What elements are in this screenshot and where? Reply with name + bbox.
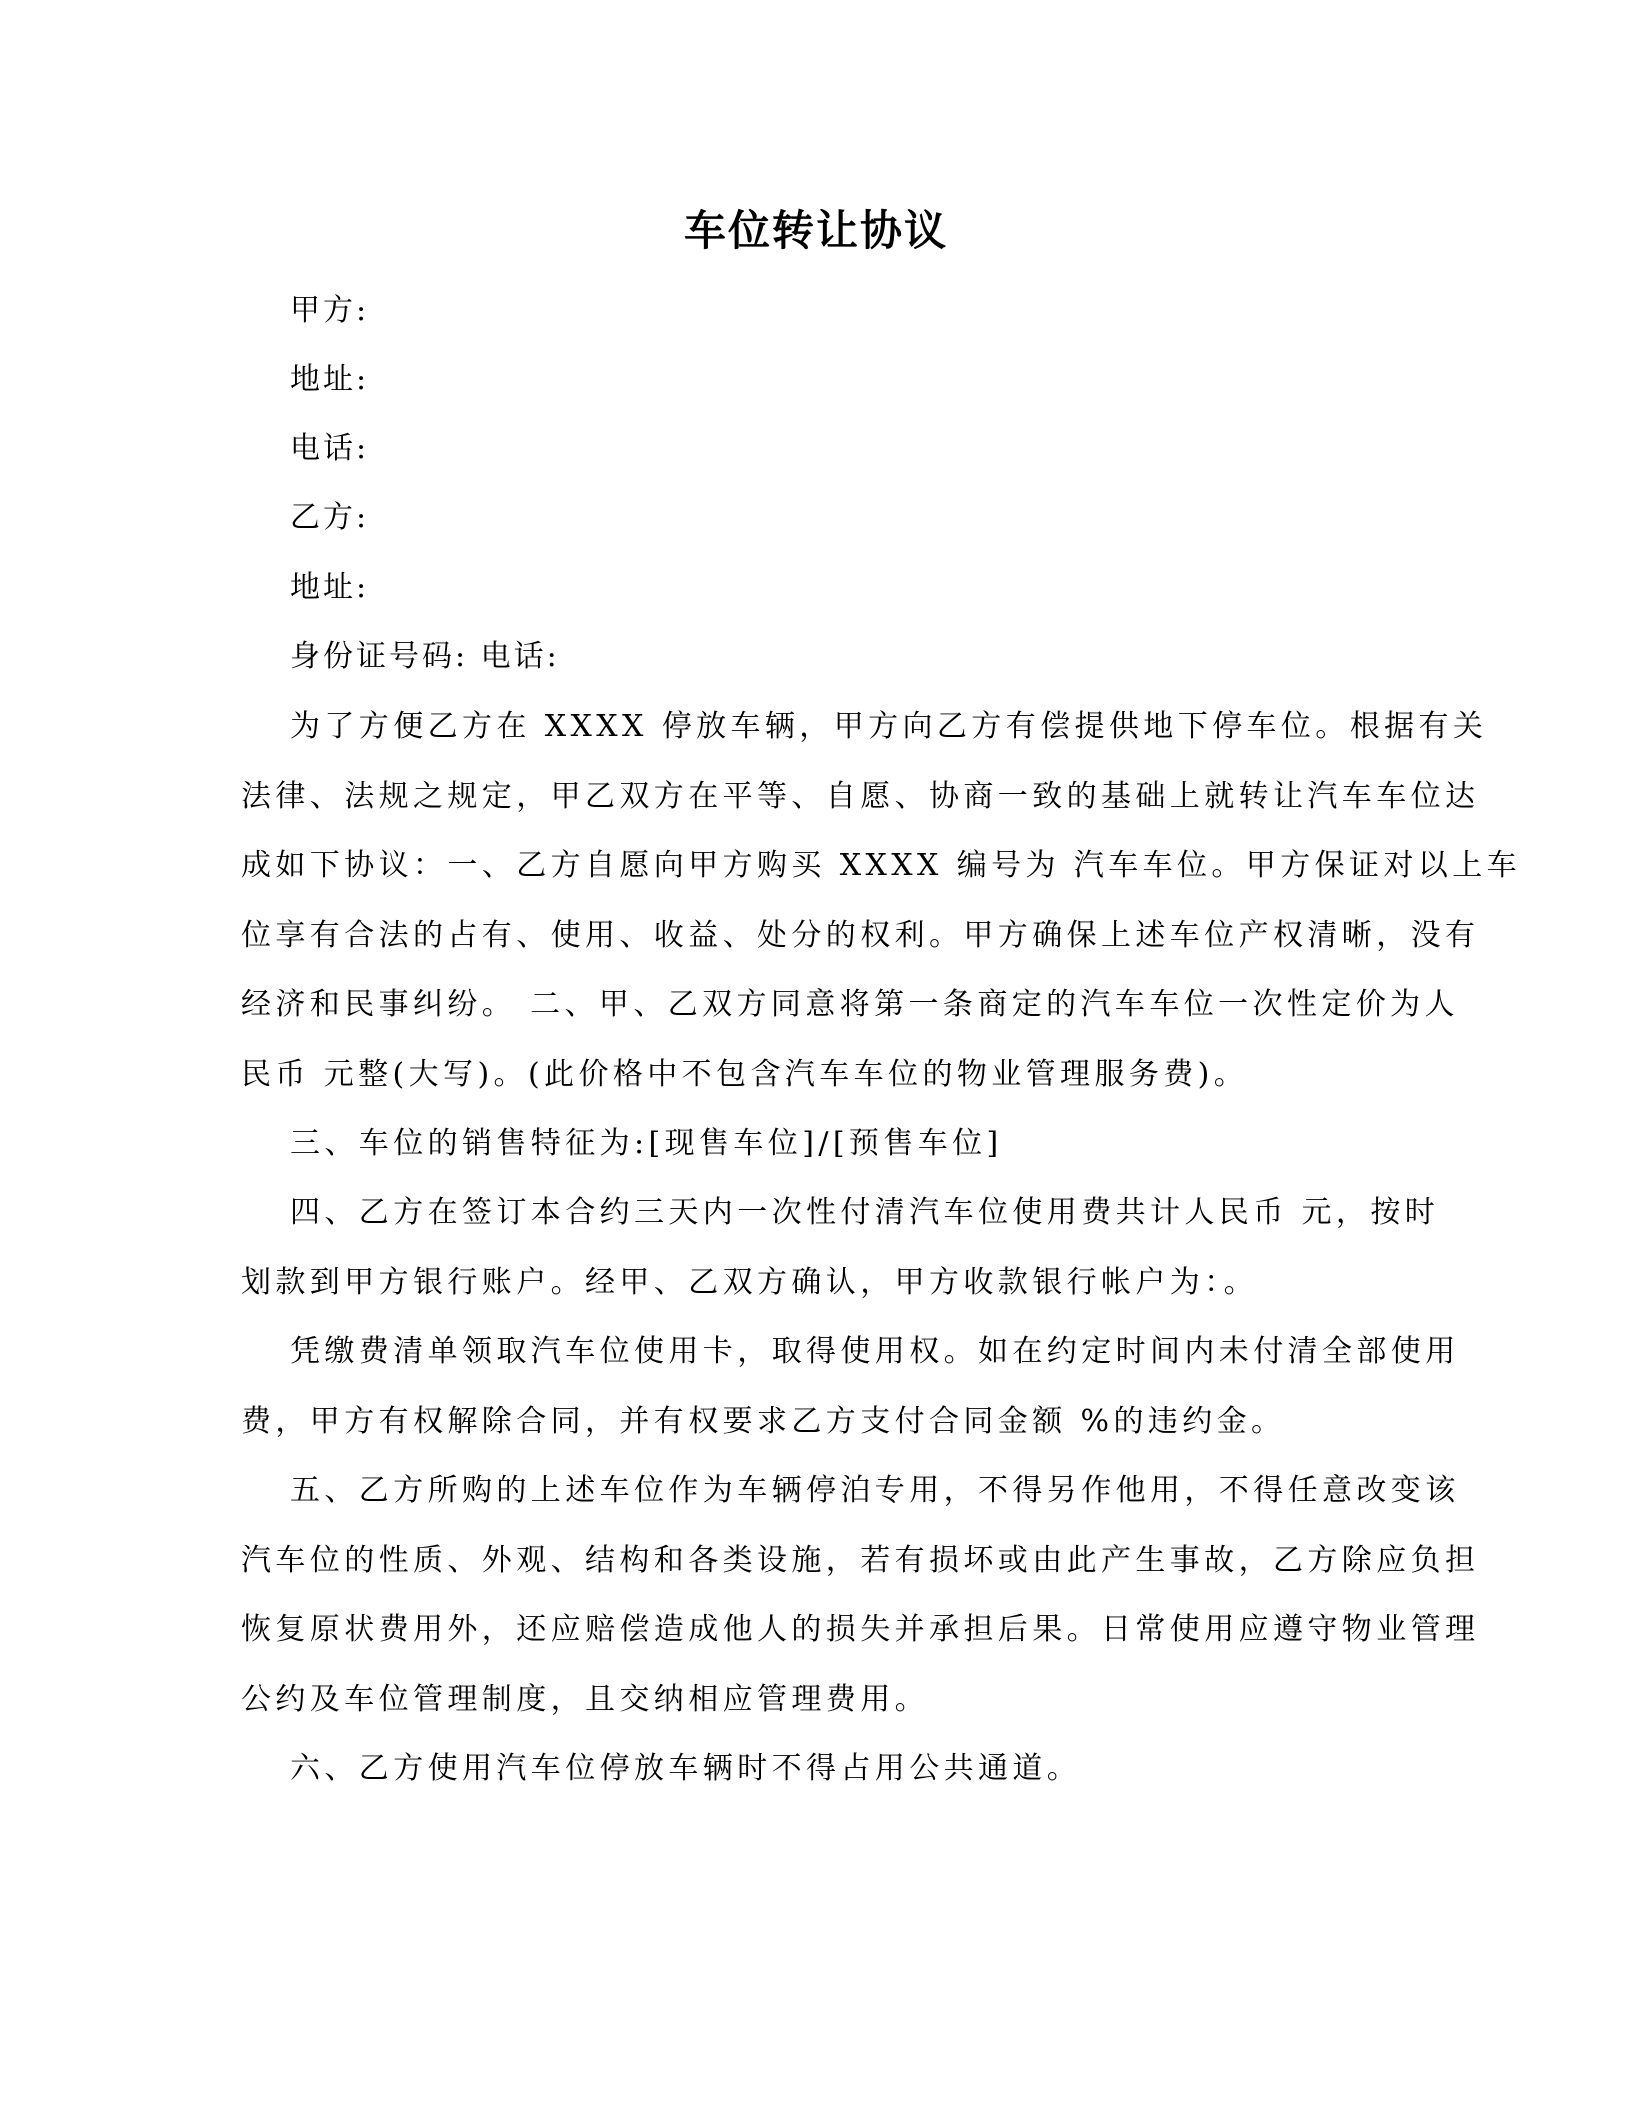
party-a-label: 甲方:	[290, 293, 370, 328]
clause-four-continued	[241, 1317, 1460, 1456]
paragraph-line: 为了方便乙方在 XXXX 停放车辆，甲方向乙方有偿提供地下停车位。根据有关	[290, 709, 1488, 744]
party-a-address-label: 地址:	[290, 362, 370, 397]
party-a-phone-label: 电话:	[290, 431, 370, 466]
party-b-id-phone-label: 身份证号码: 电话:	[290, 639, 560, 674]
paragraph-line: 凭缴费清单领取汽车位使用卡，取得使用权。如在约定时间内未付清全部使用	[290, 1334, 1460, 1369]
paragraph-line: 民币 元整(大写)。(此价格中不包含汽车车位的物业管理服务费)。	[241, 1056, 1249, 1092]
paragraph-line: 三、车位的销售特征为:[现售车位]/[预售车位]	[290, 1126, 1003, 1161]
paragraph-line: 成如下协议：一、乙方自愿向甲方购买 XXXX 编号为 汽车车位。甲方保证对以上车	[241, 848, 1522, 883]
party-b-address-label: 地址:	[290, 570, 370, 605]
paragraph-line: 经济和民事纠纷。 二、甲、乙双方同意将第一条商定的汽车车位一次性定价为人	[241, 987, 1459, 1022]
clause-six	[241, 1734, 1391, 1804]
paragraph-line: 汽车位的性质、外观、结构和各类设施，若有损坏或由此产生事故，乙方除应负担	[241, 1542, 1480, 1578]
paragraph-line: 五、乙方所购的上述车位作为车辆停泊专用，不得另作他用，不得任意改变该	[290, 1473, 1460, 1508]
paragraph-line: 位享有合法的占有、使用、收益、处分的权利。甲方确保上述车位产权清晰，没有	[241, 917, 1480, 953]
party-b-label: 乙方:	[290, 500, 370, 535]
document-title: 车位转让协议	[683, 206, 948, 255]
clause-five	[241, 1456, 1480, 1734]
paragraph-line: 恢复原状费用外，还应赔偿造成他人的损失并承担后果。日常使用应遵守物业管理	[241, 1612, 1480, 1647]
clause-three	[241, 1109, 1391, 1179]
paragraph-line: 四、乙方在签订本合约三天内一次性付清汽车位使用费共计人民币 元，按时	[290, 1195, 1440, 1230]
paragraph-line: 费，甲方有权解除合同，并有权要求乙方支付合同金额 %的违约金。	[241, 1403, 1286, 1439]
paragraph-line: 划款到甲方银行账户。经甲、乙双方确认，甲方收款银行帐户为：。	[241, 1264, 1258, 1300]
paragraph-line: 公约及车位管理制度，且交纳相应管理费用。	[241, 1681, 929, 1717]
paragraph-line: 法律、法规之规定，甲乙双方在平等、自愿、协商一致的基础上就转让汽车车位达	[241, 778, 1480, 814]
paragraph-line: 六、乙方使用汽车位停放车辆时不得占用公共通道。	[290, 1751, 1082, 1786]
clause-four	[241, 1178, 1440, 1317]
paragraph-preamble	[241, 692, 1522, 1109]
